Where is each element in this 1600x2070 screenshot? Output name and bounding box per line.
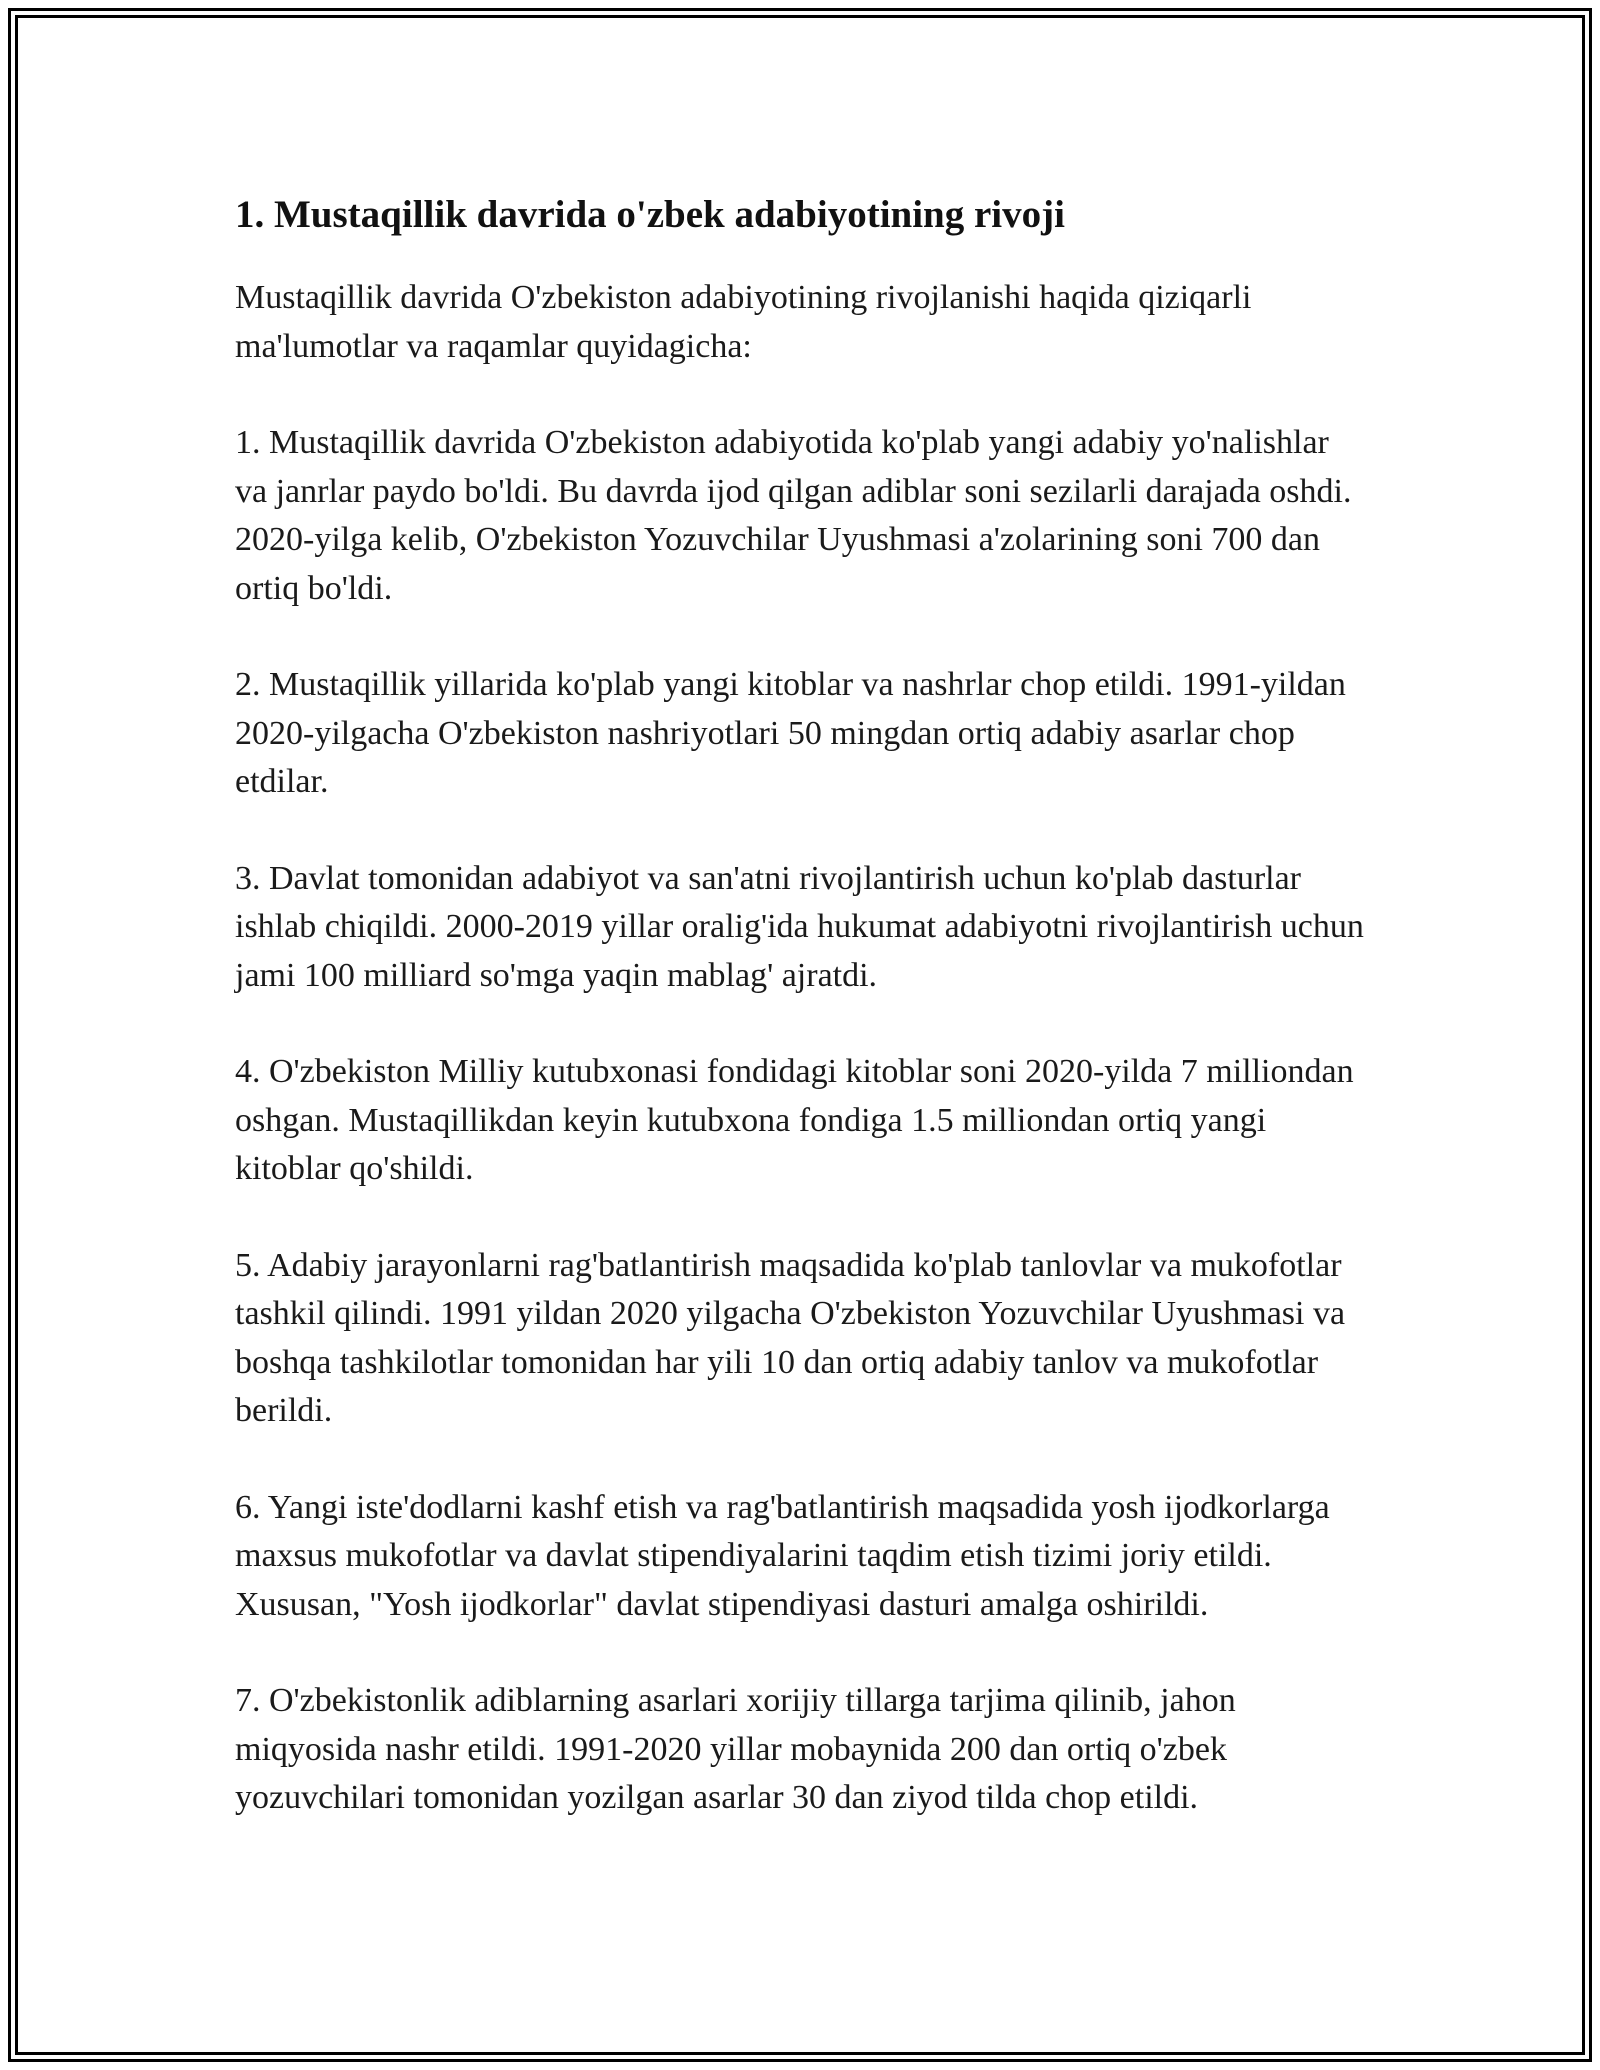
document-body [235,190,1365,1871]
document-title: 1. Mustaqillik davrida o'zbek adabiyotining rivoji [235,193,1065,236]
list-item: 7. O'zbekistonlik adiblarning asarlari xorijiy tillarga tarjima qilinib, jahon miqyosida nashr etildi. 1991-2020 yillar mobaynida 200 dan ortiq o'zbek yozuvchilari tomonidan yozilgan asarlar 30 dan ziyod tilda chop etildi. [235,1682,1236,1816]
intro-paragraph: Mustaqillik davrida O'zbekiston adabiyotining rivojlanishi haqida qiziqarli ma'lumotlar va raqamlar quyidagicha: [235,279,1252,365]
list-item: 5. Adabiy jarayonlarni rag'batlantirish maqsadida ko'plab tanlovlar va mukofotlar tashkil qilindi. 1991 yildan 2020 yilgacha O'zbekiston Yozuvchilar Uyushmasi va boshqa tashkilotlar tomonidan har yili 10 dan ortiq adabiy tanlov va mukofotlar berildi. [235,1246,1346,1429]
list-item: 4. O'zbekiston Milliy kutubxonasi fondidagi kitoblar soni 2020-yilda 7 milliondan oshgan. Mustaqillikdan keyin kutubxona fondiga 1.5 milliondan ortiq yangi kitoblar qo'shildi. [235,1053,1354,1187]
list-item: 6. Yangi iste'dodlarni kashf etish va rag'batlantirish maqsadida yosh ijodkorlarga maxsus mukofotlar va davlat stipendiyalarini taqdim etish tizimi joriy etildi. Xususan, "Yosh ijodkorlar" davlat stipendiyasi dasturi amalga oshirildi. [235,1488,1330,1623]
list-item: 2. Mustaqillik yillarida ko'plab yangi kitoblar va nashrlar chop etildi. 1991-yildan 2020-yilgacha O'zbekiston nashriyotlari 50 mingdan ortiq adabiy asarlar chop etdilar. [235,666,1346,800]
list-item: 3. Davlat tomonidan adabiyot va san'atni rivojlantirish uchun ko'plab dasturlar ishlab chiqildi. 2000-2019 yillar oralig'ida hukumat adabiyotni rivojlantirish uchun jami 100 milliard so'mga yaqin mablag' ajratdi. [235,859,1364,994]
list-item: 1. Mustaqillik davrida O'zbekiston adabiyotida ko'plab yangi adabiy yo'nalishlar va janrlar paydo bo'ldi. Bu davrda ijod qilgan adiblar soni sezilarli darajada oshdi. 2020-yilga kelib, O'zbekiston Yozuvchilar Uyushmasi a'zolarining soni 700 dan ortiq bo'ldi. [235,424,1352,607]
